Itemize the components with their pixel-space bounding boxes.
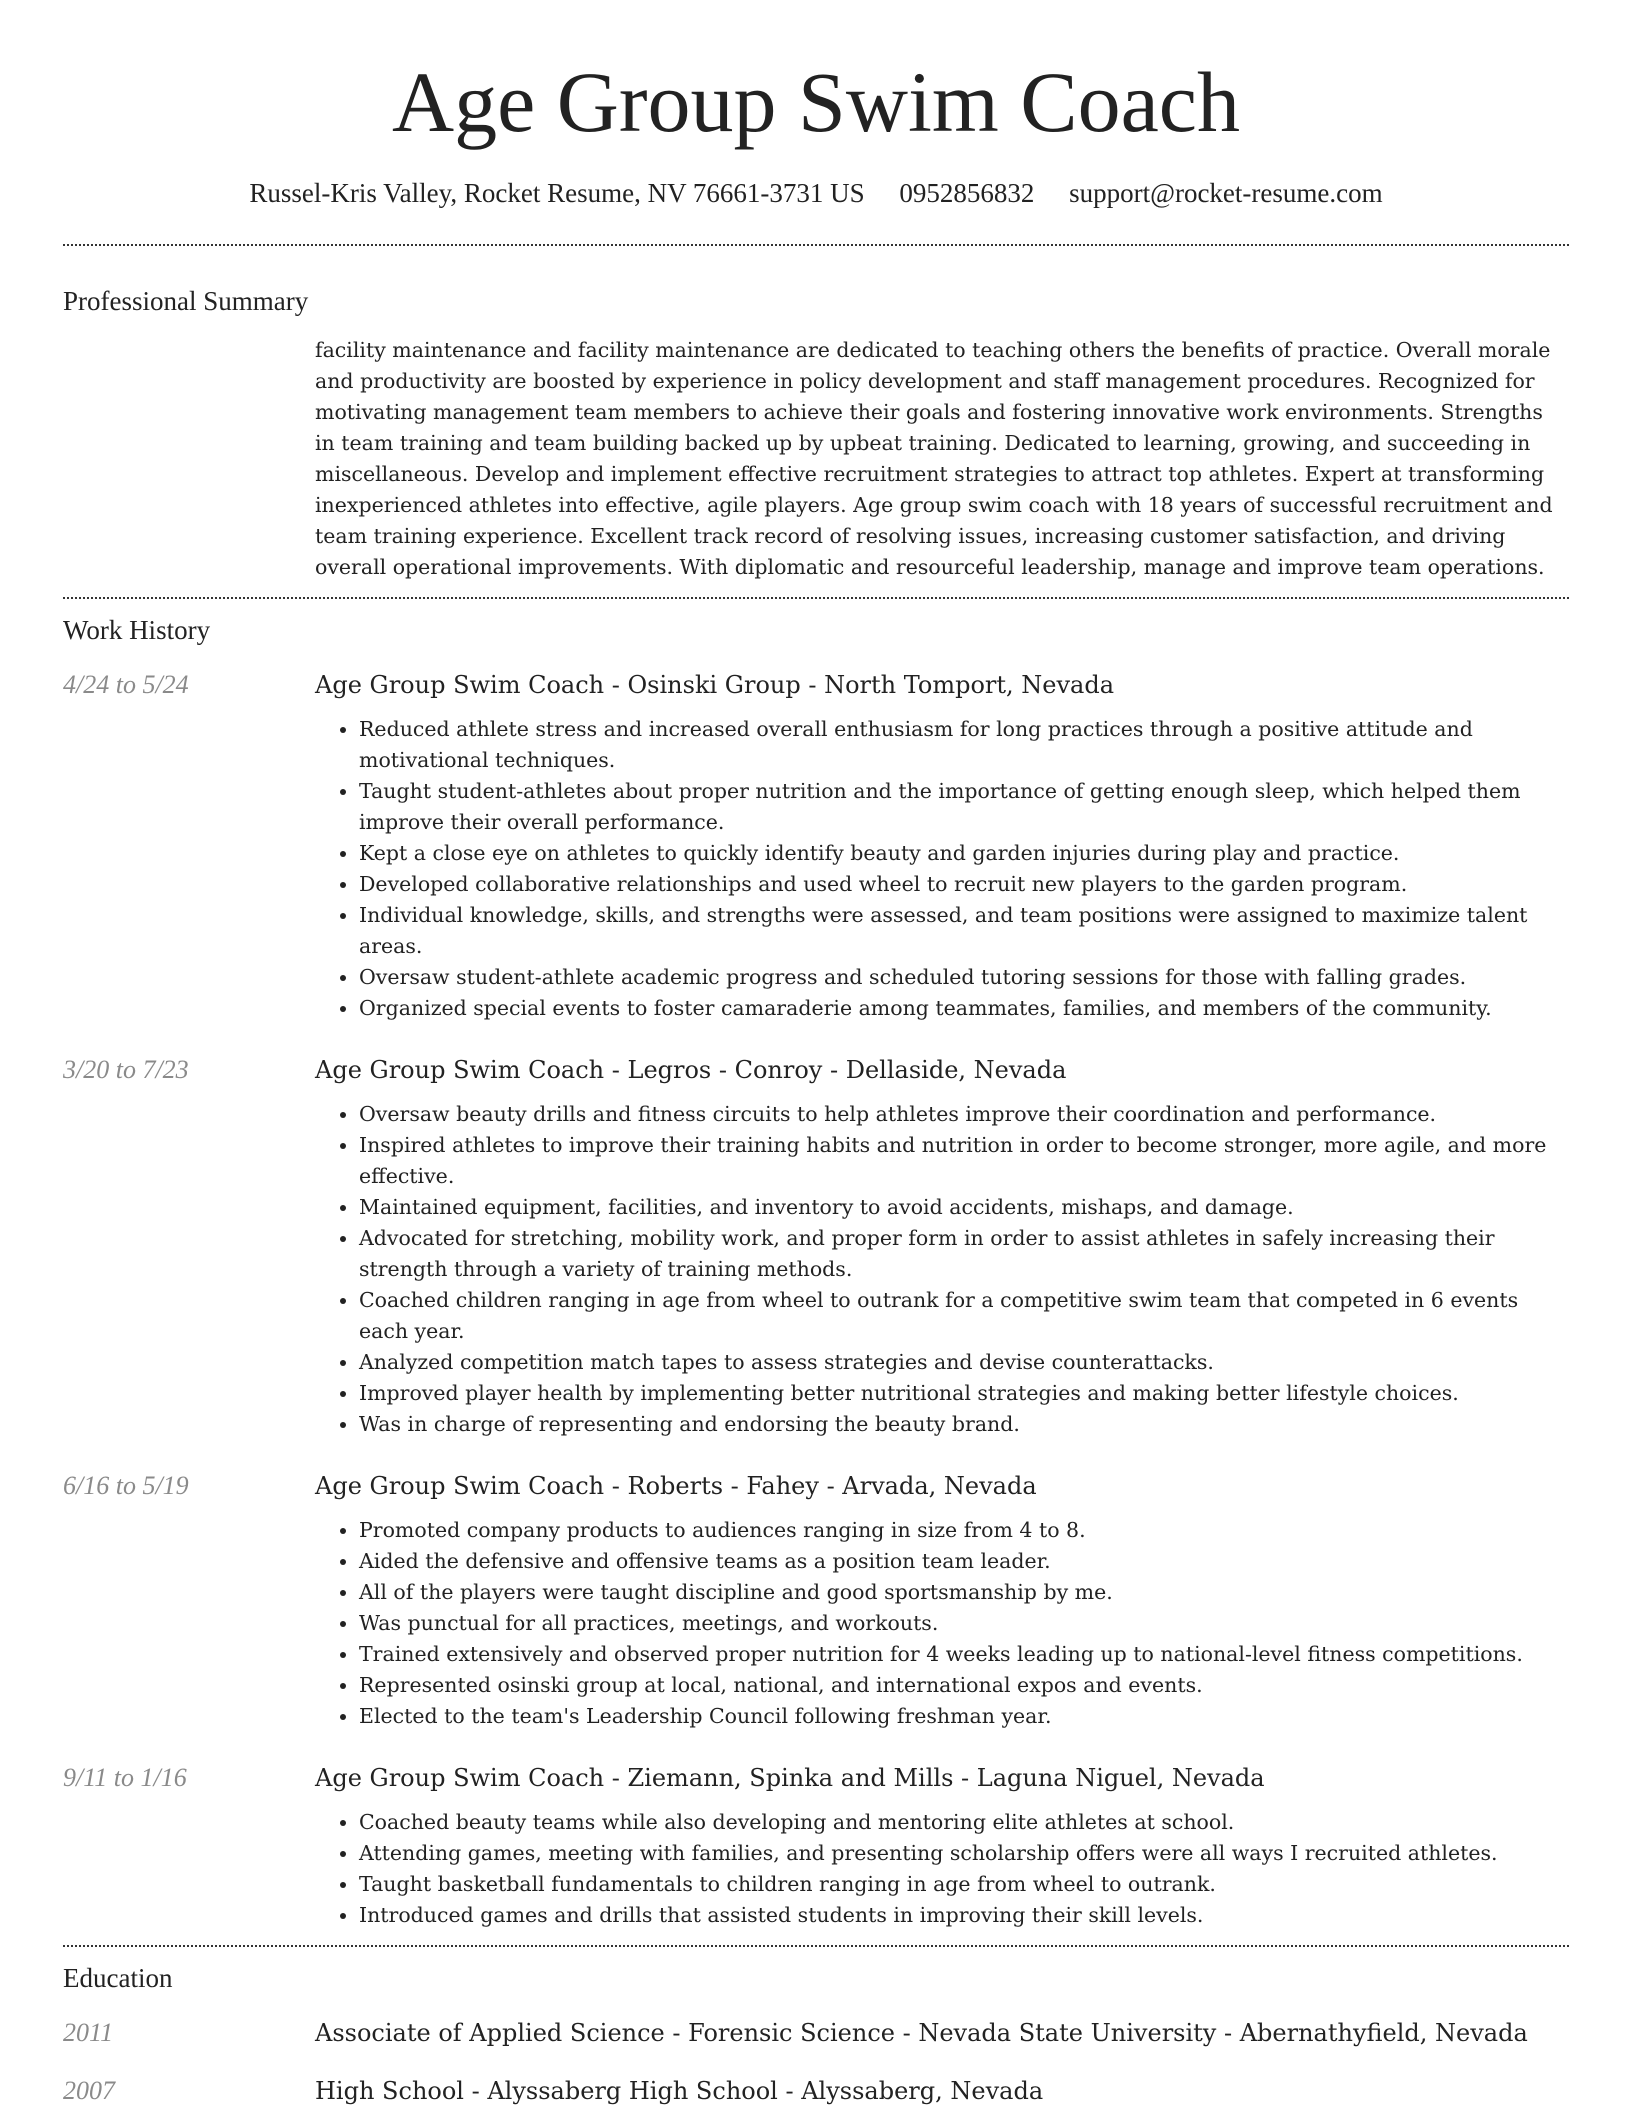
job-bullet: • Was in charge of representing and endorsing the beauty brand. [359,1409,1569,1440]
education-title: High School - Alyssaberg High School - Alyssaberg, Nevada [315,2077,1044,2105]
job-bullets [315,1099,1569,1440]
contact-line [0,176,1632,210]
job-bullet: • Represented osinski group at local, national, and international expos and events. [359,1670,1569,1701]
work-history-list [0,668,1632,1931]
job-bullet: • Attending games, meeting with families, and presenting scholarship offers were all ways I recruited athletes. [359,1838,1569,1869]
job-bullets [315,1807,1569,1931]
section-divider [63,244,1569,246]
job-bullet: • Maintained equipment, facilities, and inventory to avoid accidents, mishaps, and damage. [359,1192,1569,1223]
job-bullet: • Taught basketball fundamentals to children ranging in age from wheel to outrank. [359,1869,1569,1900]
job-bullet: • Kept a close eye on athletes to quickly identify beauty and garden injuries during play and practice. [359,838,1569,869]
page-title: Age Group Swim Coach [392,54,1240,150]
education-date: 2011 [63,2018,114,2047]
job-title: Age Group Swim Coach - Roberts - Fahey - Arvada, Nevada [315,1472,1037,1500]
education-entry [0,2016,1632,2050]
job-bullet: • Aided the defensive and offensive teams as a position team leader. [359,1546,1569,1577]
job-bullet: • Introduced games and drills that assisted students in improving their skill levels. [359,1900,1569,1931]
job-bullet: • Improved player health by implementing better nutritional strategies and making better lifestyle choices. [359,1378,1569,1409]
job-title: Age Group Swim Coach - Legros - Conroy - Dellaside, Nevada [315,1056,1067,1084]
job-bullet: • Inspired athletes to improve their training habits and nutrition in order to become stronger, more agile, and more effective. [359,1130,1569,1192]
job-date: 9/11 to 1/16 [63,1763,187,1792]
job-entry [0,1761,1632,1931]
job-bullet: • Individual knowledge, skills, and strengths were assessed, and team positions were assigned to maximize talent areas. [359,900,1569,962]
education-entry [0,2074,1632,2108]
job-bullet: • Reduced athlete stress and increased overall enthusiasm for long practices through a positive attitude and motivational techniques. [359,714,1569,776]
education-title: Associate of Applied Science - Forensic Science - Nevada State University - Abernathyfield, Nevada [315,2019,1528,2047]
job-bullet: • Advocated for stretching, mobility work, and proper form in order to assist athletes in safely increasing their strength through a variety of training methods. [359,1223,1569,1285]
section-divider [63,597,1569,599]
job-date: 6/16 to 5/19 [63,1471,189,1500]
summary-heading: Professional Summary [63,286,309,316]
job-bullet: • Developed collaborative relationships and used wheel to recruit new players to the garden program. [359,869,1569,900]
education-heading: Education [63,1963,173,1993]
email-text: support@rocket-resume.com [1069,178,1383,208]
job-bullet: • All of the players were taught discipline and good sportsmanship by me. [359,1577,1569,1608]
section-divider [63,1945,1569,1947]
job-bullets [315,1515,1569,1732]
job-bullet: • Organized special events to foster camaraderie among teammates, families, and members of the community. [359,993,1569,1024]
job-title: Age Group Swim Coach - Osinski Group - North Tomport, Nevada [315,671,1115,699]
work-history-heading: Work History [63,615,211,645]
job-entry [0,1469,1632,1732]
job-bullet: • Was punctual for all practices, meetings, and workouts. [359,1608,1569,1639]
job-bullet: • Coached children ranging in age from wheel to outrank for a competitive swim team that competed in 6 events each year. [359,1285,1569,1347]
job-entry [0,668,1632,1024]
job-date: 4/24 to 5/24 [63,670,189,699]
job-bullet: • Oversaw student-athlete academic progress and scheduled tutoring sessions for those with falling grades. [359,962,1569,993]
job-bullet: • Oversaw beauty drills and fitness circuits to help athletes improve their coordination and performance. [359,1099,1569,1130]
job-bullet: • Elected to the team's Leadership Council following freshman year. [359,1701,1569,1732]
summary-text: facility maintenance and facility maintenance are dedicated to teaching others the benefits of practice. Overall morale and productivity are boosted by experience in policy development and staff management procedures. Recognized for motivating management team members to achieve their goals and fostering innovative work environments. Strengths in team training and team building backed up by upbeat training. Dedicated to learning, growing, and succeeding in miscellaneous. Develop and implement effective recruitment strategies to attract top athletes. Expert at transforming inexperienced athletes into effective, agile players. Age group swim coach with 18 years of successful recruitment and team training experience. Excellent track record of resolving issues, increasing customer satisfaction, and driving overall operational improvements. With diplomatic and resourceful leadership, manage and improve team operations. [315,338,1553,579]
job-bullet: • Promoted company products to audiences ranging in size from 4 to 8. [359,1515,1569,1546]
job-title: Age Group Swim Coach - Ziemann, Spinka and Mills - Laguna Niguel, Nevada [315,1764,1265,1792]
job-bullet: • Analyzed competition match tapes to assess strategies and devise counterattacks. [359,1347,1569,1378]
job-entry [0,1053,1632,1440]
education-date: 2007 [63,2076,115,2105]
job-bullet: • Trained extensively and observed proper nutrition for 4 weeks leading up to national-level fitness competitions. [359,1639,1569,1670]
job-bullets [315,714,1569,1024]
job-bullet: • Coached beauty teams while also developing and mentoring elite athletes at school. [359,1807,1569,1838]
job-date: 3/20 to 7/23 [63,1055,189,1084]
address-text: Russel-Kris Valley, Rocket Resume, NV 76661-3731 US [249,178,865,208]
phone-text: 0952856832 [899,178,1035,208]
job-bullet: • Taught student-athletes about proper nutrition and the importance of getting enough sleep, which helped them improve their overall performance. [359,776,1569,838]
